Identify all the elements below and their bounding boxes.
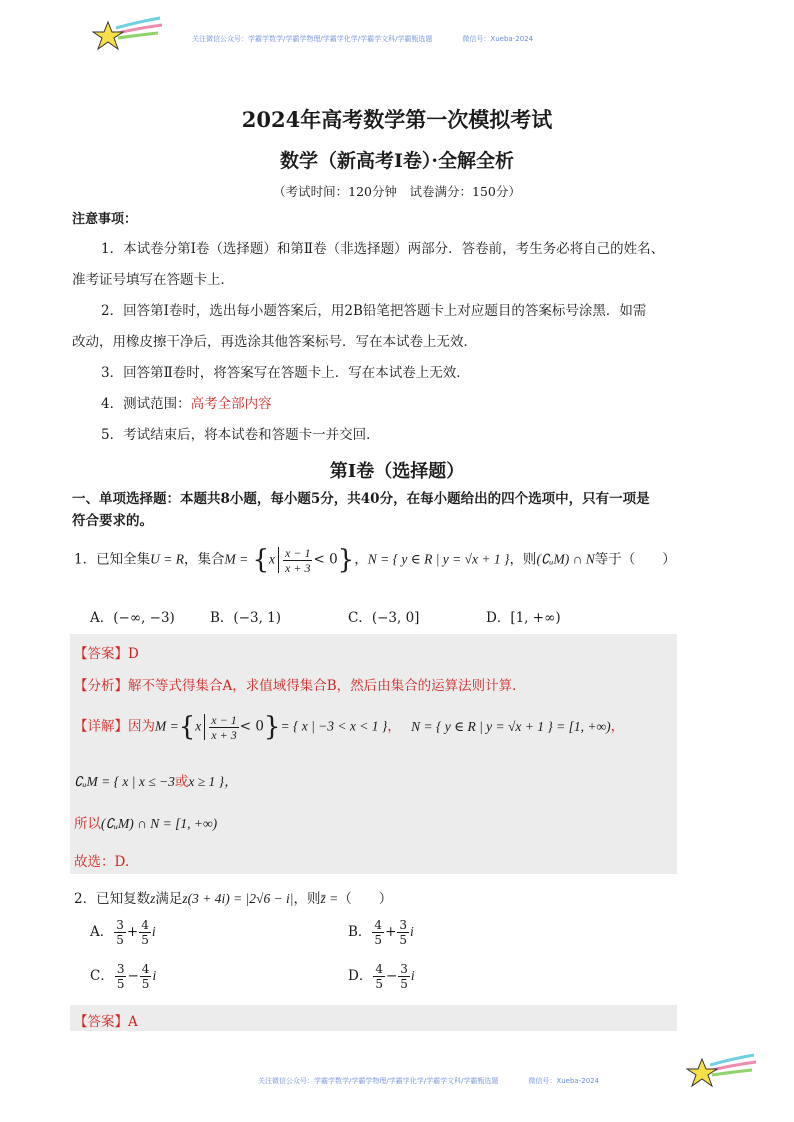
q1-answer: 【答案】D bbox=[74, 646, 139, 662]
question-1: 1．已知全集U = R，集合M = {x $\frac{x - 1}{x + 3}$ < 0}，N = { y ∈ R | y = √x + 1 }，则(∁ᵤM) ∩ N等于（ ） bbox=[74, 545, 676, 575]
q1-option-d[interactable]: D．[1, +∞) bbox=[486, 610, 561, 626]
q1-option-b[interactable]: B．(−3, 1) bbox=[210, 610, 282, 626]
note-1: 1．本试卷分第Ⅰ卷（选择题）和第Ⅱ卷（非选择题）两部分．答卷前，考生务必将自己的姓名、 bbox=[101, 241, 665, 257]
q2-answer-box bbox=[70, 1005, 677, 1031]
page-footer: 关注微信公众号：学霸学数学/学霸学物理/学霸学化学/学霸学文科/学霸甄选题 微信号：Xueba-2024 bbox=[258, 1077, 600, 1085]
notes-list bbox=[72, 234, 692, 451]
q2-option-b[interactable]: B． $\frac{4}{5}$ + $\frac{3}{5}$ i bbox=[348, 918, 414, 947]
page-subtitle: 数学（新高考I卷）·全解全析 bbox=[279, 150, 514, 172]
q1-choose: 故选：D. bbox=[74, 854, 130, 870]
note-4: 4．测试范围：高考全部内容 bbox=[101, 396, 272, 412]
q1-detail: 【详解】因为M ={x $\frac{x - 1}{x + 3}$ < 0}= { x | −3 < x < 1 }， N = { y ∈ R | y = √x + 1 } = [1, +∞)， bbox=[74, 712, 625, 742]
page-header: 关注微信公众号：学霸学数学/学霸学物理/学霸学化学/学霸学文科/学霸甄选题 微信号：Xueba-2024 bbox=[192, 35, 534, 43]
q1-conclusion: 所以(∁ᵤM) ∩ N = [1, +∞) bbox=[74, 816, 218, 832]
q1-answer-box bbox=[70, 634, 677, 874]
section-title: 第I卷（选择题） bbox=[329, 461, 465, 482]
note-5: 5．考试结束后，将本试卷和答题卡一并交回． bbox=[101, 427, 380, 443]
exam-info: （考试时间：120分钟 试卷满分：150分） bbox=[273, 184, 521, 199]
q2-option-c[interactable]: C． $\frac{3}{5}$ − $\frac{4}{5}$ i bbox=[90, 962, 157, 991]
q2-option-a[interactable]: A． $\frac{3}{5}$ + $\frac{4}{5}$ i bbox=[90, 918, 156, 947]
section-intro: 一、单项选择题：本题共8小题，每小题5分，共40分，在每小题给出的四个选项中，只有一项是 符合要求的。 bbox=[72, 491, 650, 529]
q2-option-d[interactable]: D． $\frac{4}{5}$ − $\frac{3}{5}$ i bbox=[348, 962, 415, 991]
star-logo-icon bbox=[92, 16, 164, 58]
q1-analysis: 【分析】解不等式得集合A，求值域得集合B，然后由集合的运算法则计算． bbox=[74, 678, 526, 694]
q1-option-c[interactable]: C．(−3, 0] bbox=[348, 610, 420, 626]
q2-answer: 【答案】A bbox=[74, 1014, 138, 1030]
note-3: 3．回答第Ⅱ卷时，将答案写在答题卡上．写在本试卷上无效． bbox=[101, 365, 470, 381]
q1-complement: ∁ᵤM = { x | x ≤ −3或x ≥ 1 }， bbox=[74, 774, 238, 790]
star-logo-icon bbox=[686, 1053, 758, 1095]
q1-option-a[interactable]: A．(−∞, −3) bbox=[90, 610, 175, 626]
notes-heading: 注意事项： bbox=[72, 212, 138, 227]
page-title: 2024年高考数学第一次模拟考试 bbox=[241, 107, 553, 132]
note-2: 2．回答第Ⅰ卷时，选出每小题答案后，用2B铅笔把答题卡上对应题目的答案标号涂黑．如需 bbox=[101, 303, 647, 319]
question-2: 2．已知复数z满足z(3 + 4i) = |2√6 − i|，则z̄ =（ ） bbox=[74, 891, 393, 907]
note-1-cont: 准考证号填写在答题卡上． bbox=[72, 272, 234, 288]
note-2-cont: 改动，用橡皮擦干净后，再选涂其他答案标号．写在本试卷上无效． bbox=[72, 334, 477, 350]
